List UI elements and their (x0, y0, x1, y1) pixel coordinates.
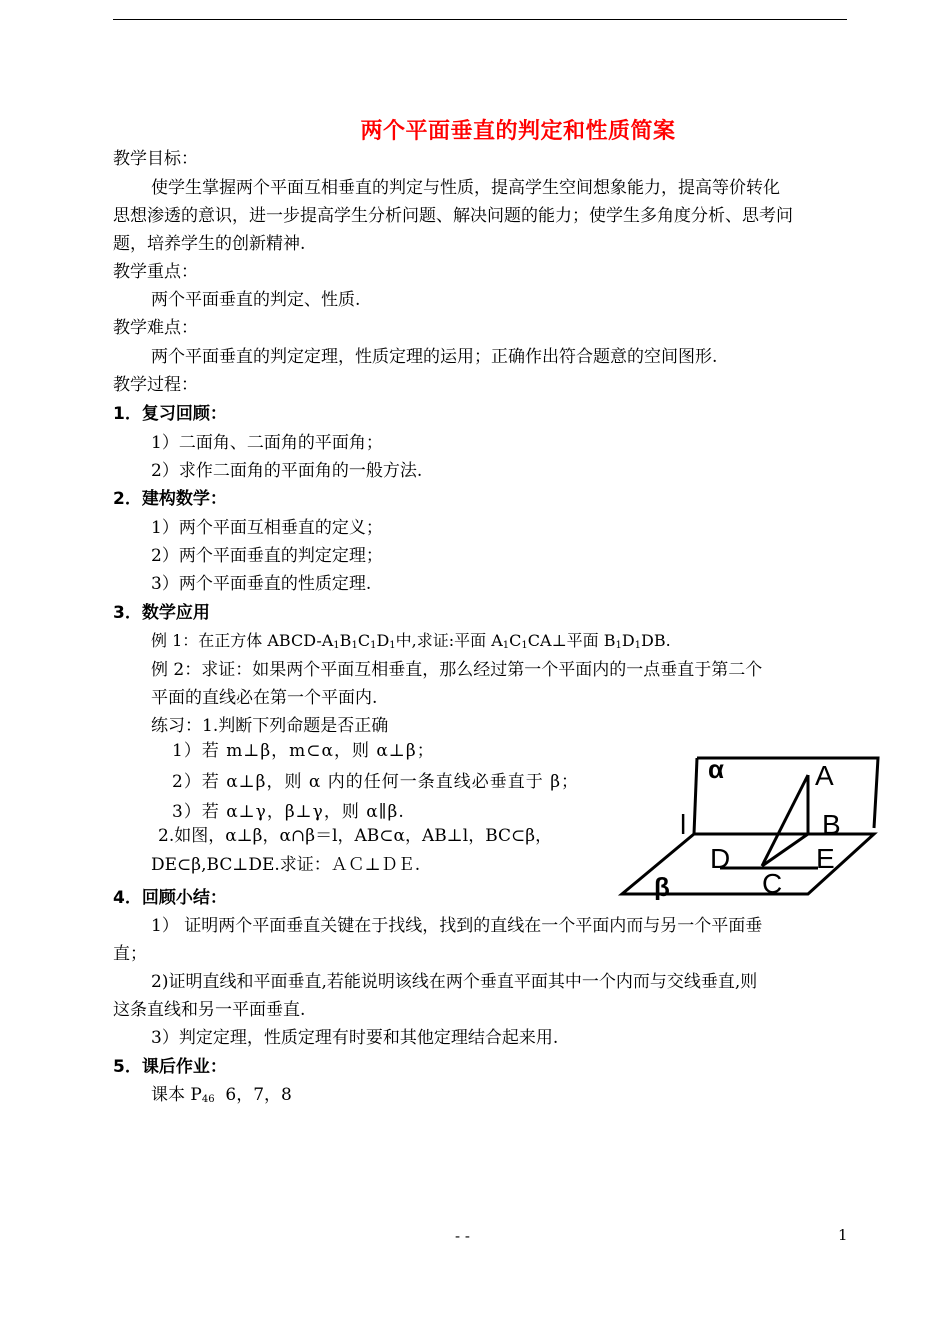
plane-alpha-left-edge (694, 758, 697, 834)
key-heading: 教学重点： (113, 262, 198, 282)
key-text: 两个平面垂直的判定、性质. (151, 290, 361, 310)
document-title: 两个平面垂直的判定和性质简案 (360, 118, 676, 144)
segment-AC (762, 775, 808, 866)
summary-line-3: 2)证明直线和平面垂直,若能说明该线在两个垂直平面其中一个内而与交线垂直,则 (151, 972, 758, 992)
label-l: l (680, 809, 687, 840)
section-1-heading: 1．复习回顾： (113, 404, 227, 424)
practice-item-3: 3）若 α⊥γ，β⊥γ，则 α∥β. (172, 802, 405, 822)
section-2-item-3: 3）两个平面垂直的性质定理. (151, 574, 372, 594)
question-2-line-2: DE⊂β,BC⊥DE.求证：ＡＣ⊥ＤＥ. (151, 855, 421, 875)
summary-line-2: 直； (113, 944, 147, 964)
summary-line-4: 这条直线和另一平面垂直. (113, 1000, 306, 1020)
label-C: C (762, 868, 783, 899)
dihedral-planes-figure (615, 750, 885, 900)
objectives-line-1: 使学生掌握两个平面互相垂直的判定与性质，提高学生空间想象能力，提高等价转化 (151, 178, 780, 198)
section-2-heading: 2．建构数学： (113, 489, 227, 509)
practice-item-1: 1）若 m⊥β，m⊂α，则 α⊥β； (172, 741, 435, 761)
section-2-item-1: 1）两个平面互相垂直的定义； (151, 518, 383, 538)
section-1-item-1: 1）二面角、二面角的平面角； (151, 433, 383, 453)
homework-text: 课本 $P_{46}$ 6，7，8 (151, 1085, 292, 1105)
question-2-line-1: 2.如图，α⊥β，α∩β＝l，AB⊂α，AB⊥l，BC⊂β， (158, 826, 553, 846)
section-2-item-2: 2）两个平面垂直的判定定理； (151, 546, 383, 566)
objectives-line-3: 题，培养学生的创新精神. (113, 234, 306, 254)
label-beta: β (654, 872, 670, 900)
page-number: 1 (838, 1226, 848, 1244)
objectives-line-2: 思想渗透的意识，进一步提高学生分析问题、解决问题的能力；使学生多角度分析、思考问 (113, 206, 793, 226)
label-E: E (816, 843, 835, 874)
section-5-heading: 5．课后作业： (113, 1057, 227, 1077)
difficulty-heading: 教学难点： (113, 318, 198, 338)
objectives-heading: 教学目标： (113, 149, 198, 169)
label-A: A (815, 760, 834, 791)
footer-dots: - - (455, 1227, 470, 1245)
section-3-heading: 3．数学应用 (113, 603, 210, 623)
practice-heading: 练习：1.判断下列命题是否正确 (151, 716, 389, 736)
label-alpha: α (708, 754, 724, 784)
section-4-heading: 4．回顾小结： (113, 888, 227, 908)
section-1-item-2: 2）求作二面角的平面角的一般方法. (151, 461, 423, 481)
process-heading: 教学过程： (113, 375, 198, 395)
example-2-line-1: 例 2：求证：如果两个平面互相垂直，那么经过第一个平面内的一点垂直于第二个 (151, 660, 763, 680)
label-B: B (822, 809, 841, 840)
summary-line-1: 1） 证明两个平面垂直关键在于找线，找到的直线在一个平面内而与另一个平面垂 (151, 916, 763, 936)
summary-line-5: 3）判定定理，性质定理有时要和其他定理结合起来用. (151, 1028, 559, 1048)
practice-item-2: 2）若 α⊥β，则 α 内的任何一条直线必垂直于 β； (172, 772, 580, 792)
header-rule (113, 19, 847, 20)
label-D: D (710, 843, 731, 874)
difficulty-text: 两个平面垂直的判定定理，性质定理的运用；正确作出符合题意的空间图形. (151, 347, 718, 367)
example-2-line-2: 平面的直线必在第一个平面内. (151, 688, 378, 708)
example-1: 例 1：在正方体 ABCD-$A_1B_1C_1D_1$中,求证:平面 $A_1C_1CA\perp$平面 $B_1D_1DB$. (151, 631, 671, 651)
